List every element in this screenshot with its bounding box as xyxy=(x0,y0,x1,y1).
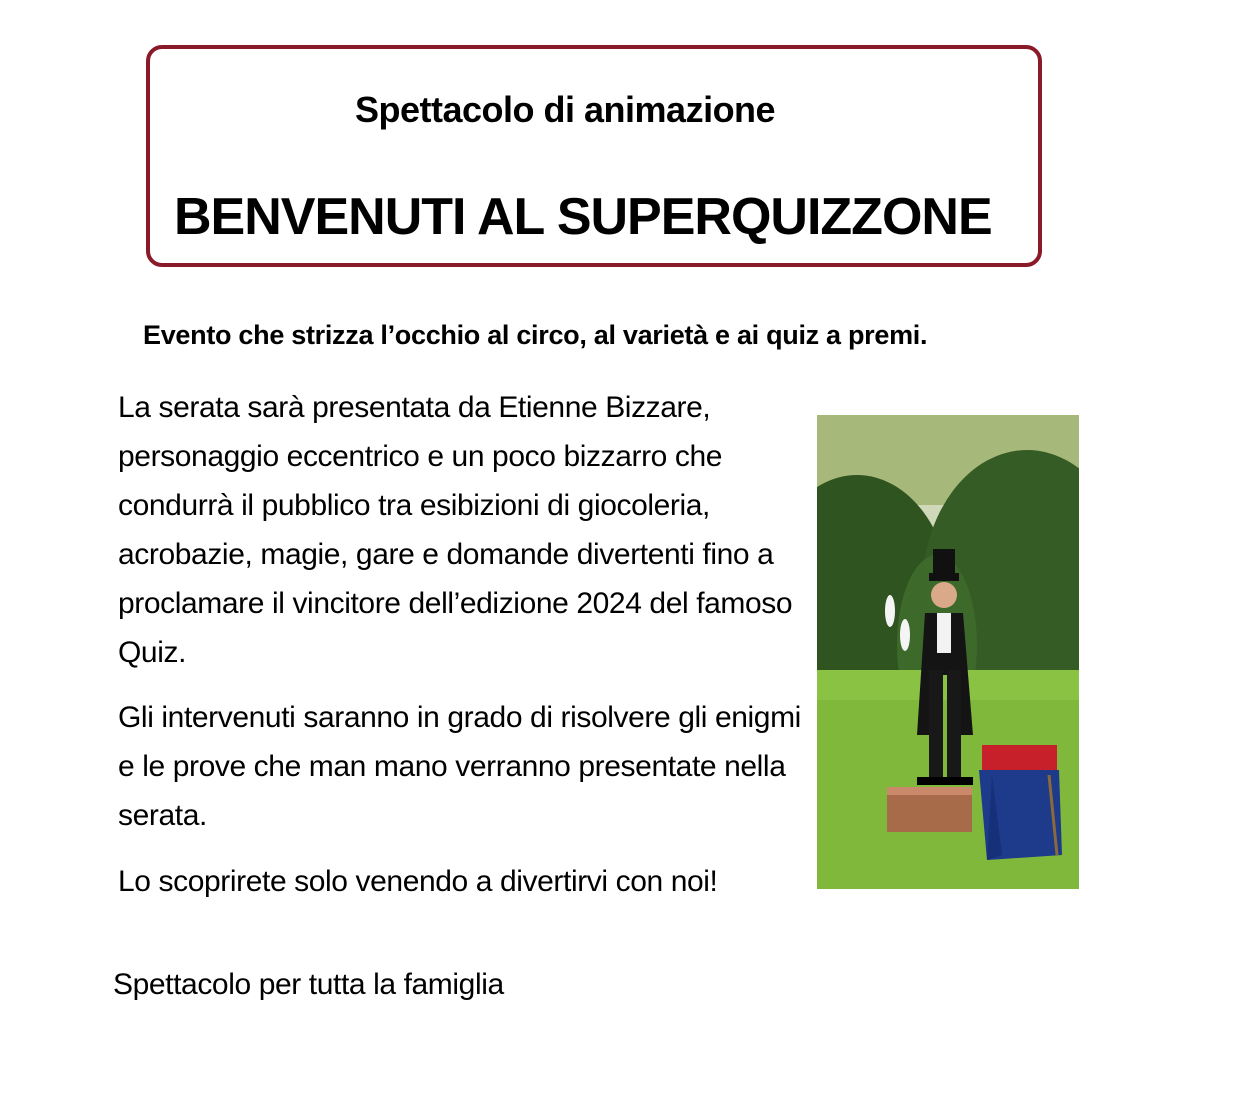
performer-photo xyxy=(817,415,1079,889)
description-paragraph-3: Lo scoprirete solo venendo a divertirvi con noi! xyxy=(118,865,718,898)
performer-photo-illustration xyxy=(817,415,1079,889)
event-tagline: Evento che strizza l’occhio al circo, al varietà e ai quiz a premi. xyxy=(143,320,928,350)
event-subtitle: Spettacolo di animazione xyxy=(355,89,776,130)
description-paragraph-2: Gli intervenuti saranno in grado di risolvere gli enigmi e le prove che man mano verranno presentate nella serata. xyxy=(118,701,801,832)
title-box xyxy=(146,45,1042,267)
event-title: BENVENUTI AL SUPERQUIZZONE xyxy=(174,188,992,246)
audience-note: Spettacolo per tutta la famiglia xyxy=(113,968,504,1001)
description-paragraph-1: La serata sarà presentata da Etienne Bizzare, personaggio eccentrico e un poco bizzarro che condurrà il pubblico tra esibizioni di giocoleria, acrobazie, magie, gare e domande divertenti fino a proclamare il vincitore dell’edizione 2024 del famoso Quiz. xyxy=(118,391,793,669)
